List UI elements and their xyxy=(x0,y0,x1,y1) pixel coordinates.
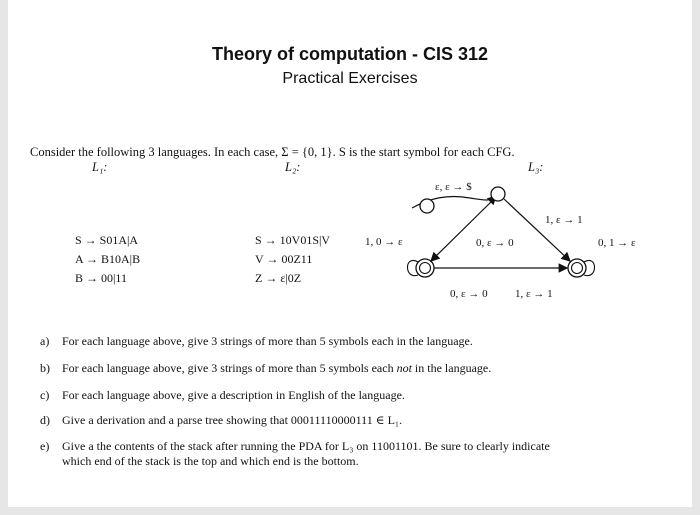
l2-rule: Z → ε|0Z xyxy=(255,271,302,285)
l1-rule: B → 00|11 xyxy=(75,271,127,285)
question-text: in the language. xyxy=(411,361,492,375)
state-q2 xyxy=(416,259,434,277)
l1-rule: A → B10A|B xyxy=(75,252,141,266)
question-b xyxy=(40,361,660,376)
transition-label: ε, ε → $ xyxy=(435,181,472,193)
transition-label: 0, 1 → ε xyxy=(598,237,636,249)
question-text-continued: which end of the stack is the top and which end is the bottom. xyxy=(62,454,359,468)
question-d xyxy=(40,413,660,428)
question-emphasis: not xyxy=(396,361,412,375)
transition-label: 1, ε → 1 xyxy=(515,288,553,300)
question-tag: d) xyxy=(40,413,50,427)
question-e xyxy=(40,439,660,469)
l2-rule: S → 10V01S|V xyxy=(255,233,331,247)
question-text: Give a the contents of the stack after running the PDA for L₃ on 11001101. Be sure to clearly indicate xyxy=(62,439,550,453)
edge-q1-q3 xyxy=(504,199,570,261)
state-q1 xyxy=(491,187,505,201)
transition-label: 0, ε → 0 xyxy=(450,288,488,300)
intro-text: Consider the following 3 languages. In each case, Σ = {0, 1}. S is the start symbol for each CFG. xyxy=(30,145,515,159)
question-a xyxy=(40,334,660,349)
question-tag: e) xyxy=(40,439,50,453)
l1-rule: S → S01A|A xyxy=(75,233,139,247)
transition-label: 0, ε → 0 xyxy=(476,237,514,249)
edge-q1-q2 xyxy=(431,200,493,261)
question-text: For each language above, give 3 strings of more than 5 symbols each in the language. xyxy=(62,334,473,348)
question-text: Give a derivation and a parse tree showing that 00011110000111 ∈ L₁. xyxy=(62,413,403,427)
question-tag: a) xyxy=(40,334,50,348)
question-text: For each language above, give a description in English of the language. xyxy=(62,388,405,402)
state-q0 xyxy=(420,199,434,213)
l2-rule: V → 00Z11 xyxy=(255,252,313,266)
question-c xyxy=(40,388,660,403)
transition-label: 1, 0 → ε xyxy=(365,236,403,248)
page-subtitle: Practical Exercises xyxy=(282,70,418,87)
l2-label: L₂: xyxy=(285,160,301,174)
l1-label: L₁: xyxy=(92,160,108,174)
state-q3 xyxy=(568,259,586,277)
question-tag: c) xyxy=(40,388,50,402)
transition-label: 1, ε → 1 xyxy=(545,214,583,226)
question-text: For each language above, give 3 strings of more than 5 symbols each xyxy=(62,361,397,375)
l3-label: L₃: xyxy=(528,160,544,174)
question-tag: b) xyxy=(40,361,50,375)
page-title: Theory of computation - CIS 312 xyxy=(211,44,489,64)
